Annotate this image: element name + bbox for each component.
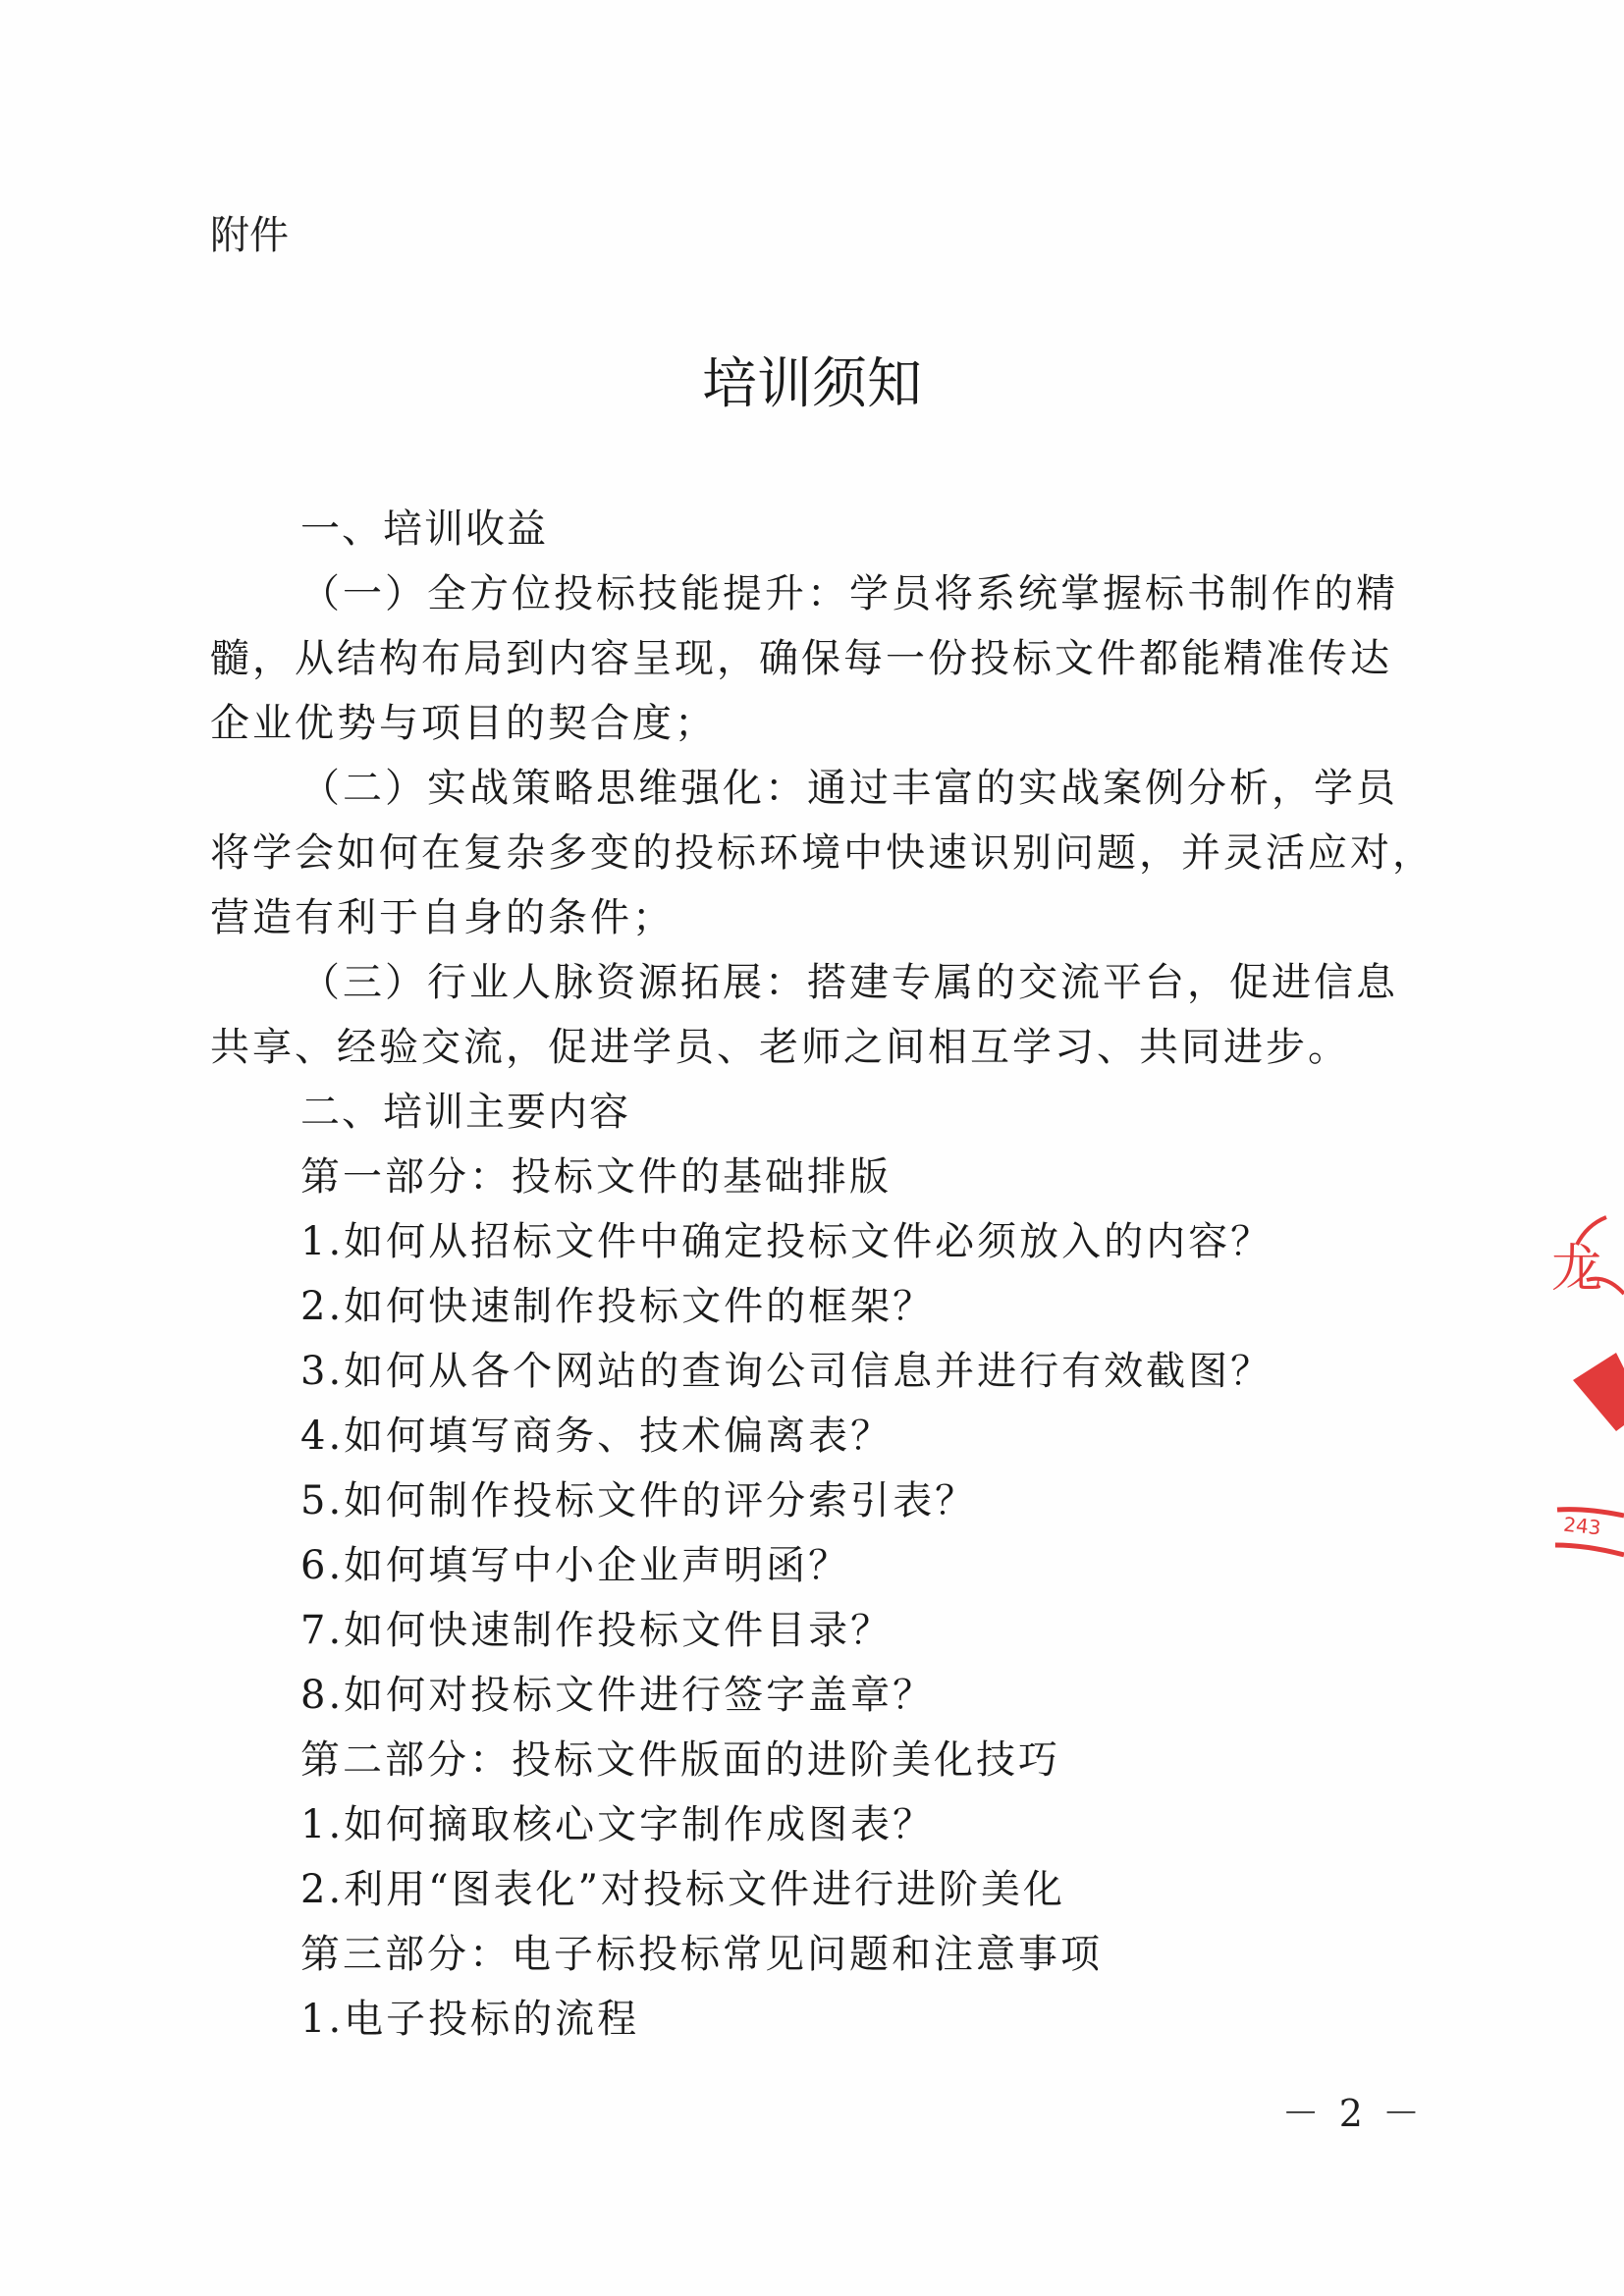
- list-item: 2.如何快速制作投标文件的框架？: [300, 1284, 936, 1329]
- list-item: 1.如何摘取核心文字制作成图表？: [300, 1802, 936, 1847]
- list-item: 1.如何从招标文件中确定投标文件必须放入的内容？: [300, 1219, 1273, 1264]
- list-item: 7.如何快速制作投标文件目录？: [300, 1608, 893, 1653]
- paragraph-line: （二）实战策略思维强化：通过丰富的实战案例分析，学员: [300, 766, 1398, 811]
- paragraph-line: 企业优势与项目的契合度；: [210, 701, 717, 746]
- paragraph-line: 髓，从结构布局到内容呈现，确保每一份投标文件都能精准传达: [210, 636, 1392, 681]
- page-number: － 2 －: [1281, 2092, 1424, 2135]
- list-item: 8.如何对投标文件进行签字盖章？: [300, 1673, 936, 1718]
- paragraph-line: 共享、经验交流，促进学员、老师之间相互学习、共同进步。: [210, 1025, 1350, 1070]
- part-title: 第三部分：电子标投标常见问题和注意事项: [300, 1932, 1103, 1977]
- list-item: 2.利用“图表化”对投标文件进行进阶美化: [300, 1867, 1066, 1912]
- part-title: 第一部分：投标文件的基础排版: [300, 1154, 892, 1200]
- seal-text-bottom: 243: [1562, 1512, 1602, 1540]
- paragraph-line: （一）全方位投标技能提升：学员将系统掌握标书制作的精: [300, 571, 1398, 616]
- page-title: 培训须知: [702, 352, 922, 416]
- section-heading-benefits: 一、培训收益: [300, 507, 548, 552]
- document-body: [210, 497, 1437, 2052]
- list-item: 4.如何填写商务、技术偏离表？: [300, 1414, 893, 1459]
- list-item: 5.如何制作投标文件的评分索引表？: [300, 1478, 978, 1523]
- part-title: 第二部分：投标文件版面的进阶美化技巧: [300, 1737, 1060, 1783]
- seal-text-top: 龙: [1551, 1240, 1603, 1299]
- seal-stamp-icon: [1547, 1215, 1624, 1569]
- list-item: 3.如何从各个网站的查询公司信息并进行有效截图？: [300, 1349, 1273, 1394]
- paragraph-line: （三）行业人脉资源拓展：搭建专属的交流平台，促进信息: [300, 960, 1398, 1005]
- list-item: 6.如何填写中小企业声明函？: [300, 1543, 851, 1588]
- list-item: 1.电子投标的流程: [300, 1997, 640, 2042]
- attachment-label: 附件: [210, 213, 289, 258]
- paragraph-line: 将学会如何在复杂多变的投标环境中快速识别问题，并灵活应对，: [210, 830, 1435, 876]
- section-heading-content: 二、培训主要内容: [300, 1090, 630, 1135]
- paragraph-line: 营造有利于自身的条件；: [210, 895, 675, 940]
